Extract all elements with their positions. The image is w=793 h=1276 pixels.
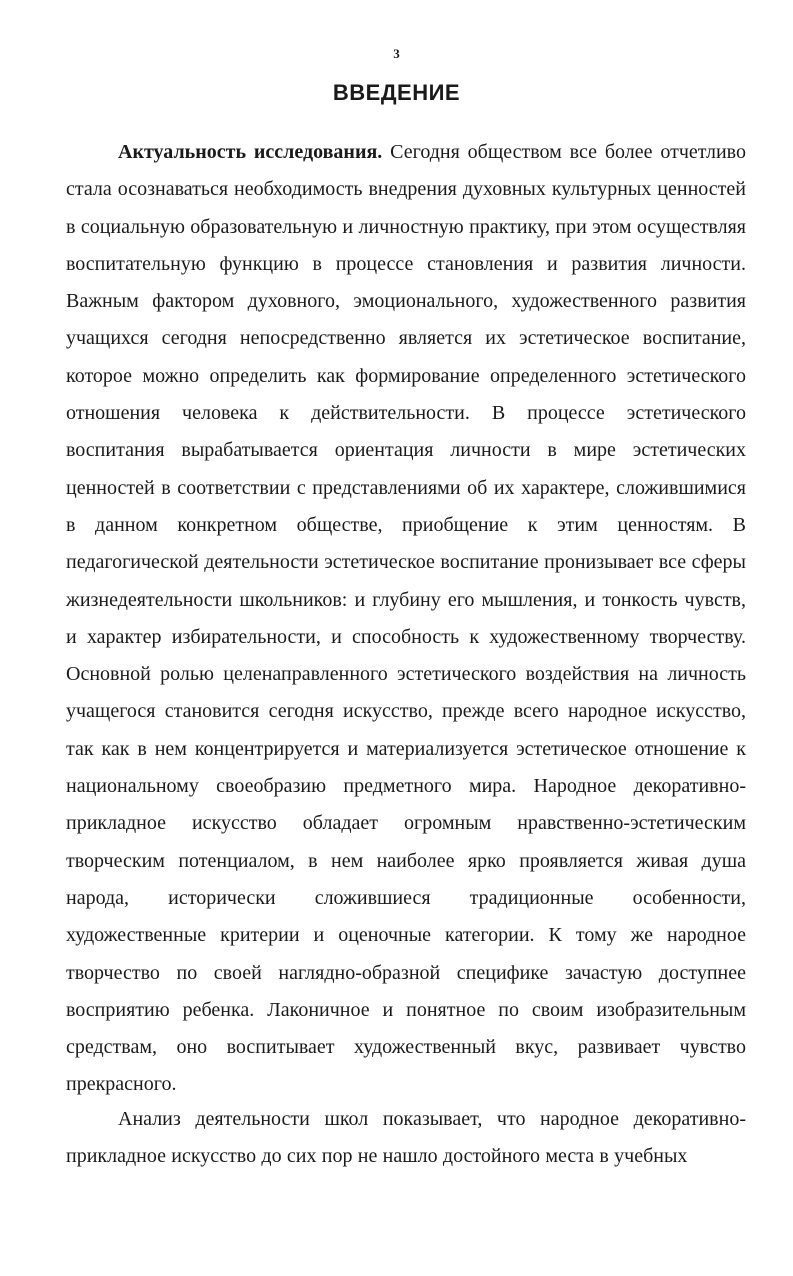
paragraph-relevance [66,134,746,1104]
paragraph-analysis: Анализ деятельности школ показывает, что народное декоративно-прикладное искусство до сих пор не нашло достойного места в учебных [66,1108,746,1168]
page-number: 3 [393,46,400,61]
page-title: ВВЕДЕНИЕ [332,80,461,105]
paragraph-body: Сегодня обществом все более отчетливо стала осознаваться необходимость внедрения духовных культурных ценностей в социальную образовательную и личностную практику, при этом осуществляя воспитательную функцию в процессе становления и развития личности. Важным фактором духовного, эмоционального, художественного развития учащихся сегодня непосредственно является их эстетическое воспитание, которое можно определить как формирование определенного эстетического отношения человека к действительности. В процессе эстетического воспитания вырабатывается ориентация личности в мире эстетических ценностей в соответствии с представлениями об их характере, сложившимися в данном конкретном обществе, приобщение к этим ценностям. В педагогической деятельности эстетическое воспитание пронизывает все сферы жизнедеятельности школьников: и глубину его мышления, и тонкость чувств, и характер избирательности, и способность к художественному творчеству. Основной ролью целенаправленного эстетического воздействия на личность учащегося становится сегодня искусство, прежде всего народное искусство, так как в нем концентрируется и материализуется эстетическое отношение к национальному своеобразию предметного мира. Народное декоративно-прикладное искусство обладает огромным нравственно-эстетическим творческим потенциалом, в нем наиболее ярко проявляется живая душа народа, исторически сложившиеся традиционные особенности, художественные критерии и оценочные категории. К тому же народное творчество по своей наглядно-образной специфике зачастую доступнее восприятию ребенка. Лаконичное и понятное по своим изобразительным средствам, оно воспитывает художественный вкус, развивает чувство прекрасного. [66,141,746,1096]
paragraph-lead-heading: Актуальность исследования. [118,141,383,163]
